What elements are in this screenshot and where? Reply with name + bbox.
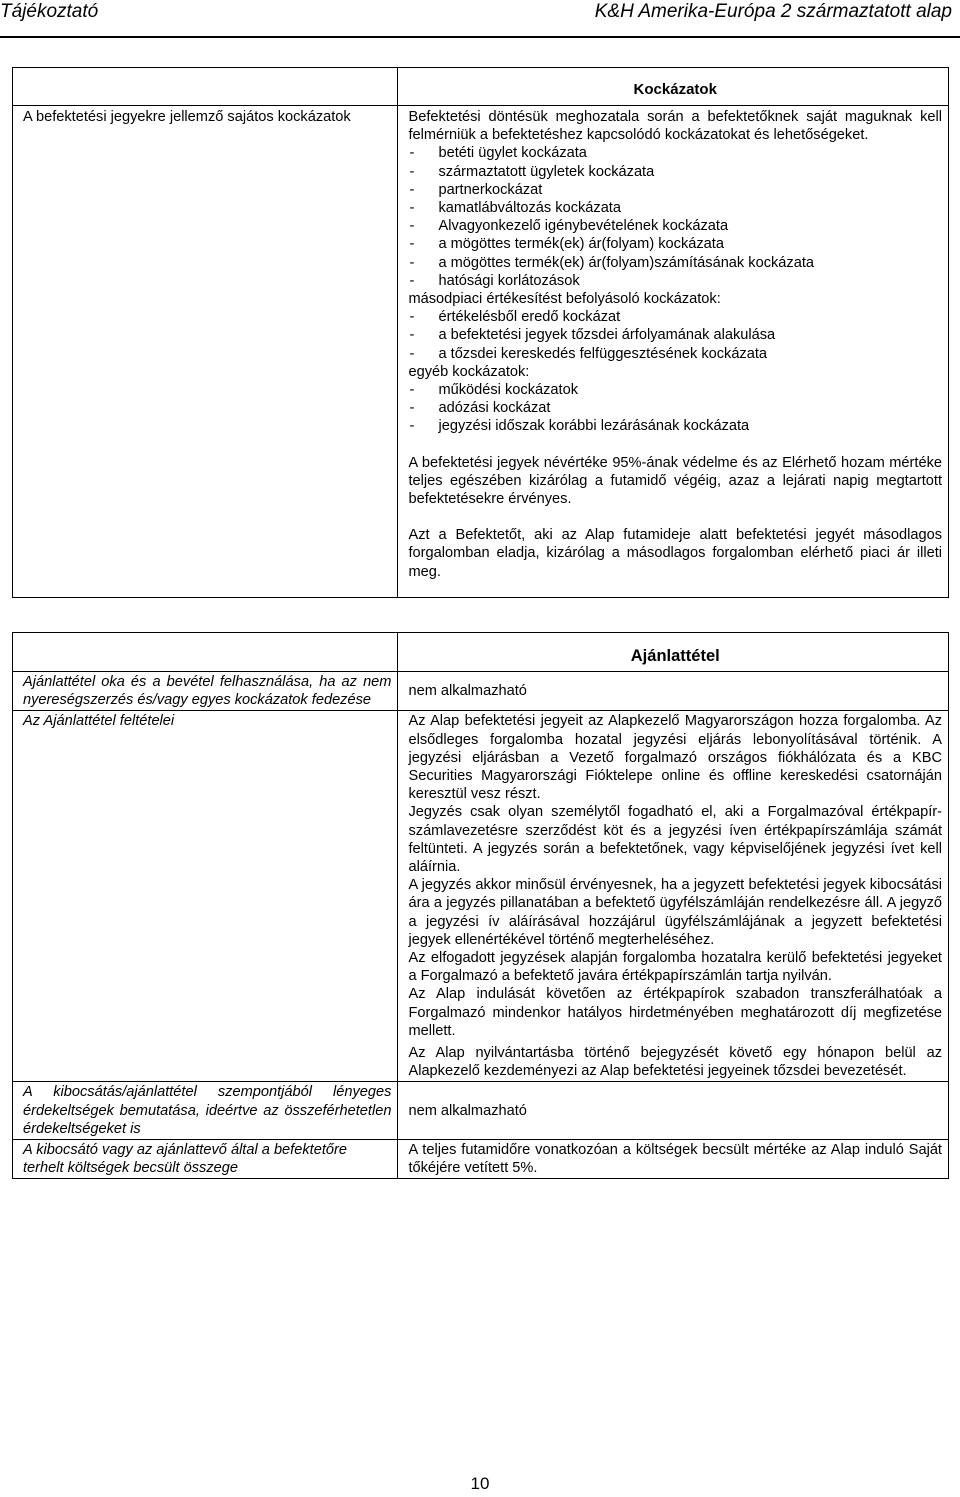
risks-heading: Kockázatok [398, 68, 949, 106]
list-item: - a befektetési jegyek tőzsdei árfolyamának alakulása [409, 327, 776, 344]
secondary-risks-heading: másodpiaci értékesítést befolyásoló kockázatok: [408, 291, 721, 308]
secondary-risks-list [408, 308, 942, 363]
list-item: - Alvagyonkezelő igénybevételének kockázata [409, 218, 729, 235]
offer-purpose-value: nem alkalmazható [398, 672, 949, 711]
offer-table [12, 632, 949, 1179]
offer-costs-label: A kibocsátó vagy az ajánlattevő által a befektetőre terhelt költségek becsült összege [13, 1140, 398, 1179]
other-risks-list [408, 381, 942, 436]
conditions-paragraph: Az elfogadott jegyzések alapján forgalomba hozatalra kerülő befektetési jegyeket a Forgalmazó a befektető javára értékpapírszámlán tartja nyilván. [408, 950, 942, 985]
list-item: - adózási kockázat [409, 400, 551, 417]
capital-protection-paragraph: A befektetési jegyek névértéke 95%-ának védelme és az Elérhető hozam mértéke teljes egészében kizárólag a futamidő végéig, azaz a lejárati napig megtartott befektetésekre érvényes. [408, 454, 942, 508]
conditions-paragraph: Jegyzés csak olyan személytől fogadható el, aki a Forgalmazóval értékpapír-számlavezetésre szerződést köt és a jegyzési íven értékpapírszámlája számát feltünteti. A jegyzés során a befektetőnek, vagy képviselőjének jegyzési ívet kell aláírnia. [408, 804, 942, 876]
list-item: - a mögöttes termék(ek) ár(folyam) kockázata [409, 236, 724, 253]
risks-heading-row [13, 68, 949, 106]
offer-heading-empty-cell [13, 633, 398, 672]
list-item: - a mögöttes termék(ek) ár(folyam)számításának kockázata [409, 254, 814, 271]
header-fund-name: K&H Amerika-Európa 2 származtatott alap [594, 1, 952, 22]
other-risks-heading: egyéb kockázatok: [408, 363, 530, 380]
conditions-paragraph: A jegyzés akkor minősül érvényesnek, ha a jegyzett befektetési jegyek kibocsátási ára a jegyzés pillanatában a befektető ügyfélszámláján rendelkezésre áll. A jegyző a jegyzési ív aláírásával hozzájárul ügyfélszámlájának a jegyzett befektetési jegyek ellenértékével történő megterheléséhez. [408, 877, 942, 948]
risks-label: A befektetési jegyekre jellemző sajátos kockázatok [13, 106, 398, 598]
page-header [0, 0, 960, 38]
list-item: - betéti ügylet kockázata [409, 145, 587, 162]
list-item: - származtatott ügyletek kockázata [409, 163, 655, 180]
list-item: - partnerkockázat [409, 181, 543, 198]
header-doc-type: Tájékoztató [0, 1, 99, 22]
page-number: 10 [470, 1474, 490, 1493]
conditions-paragraph: Az Alap befektetési jegyeit az Alapkezelő Magyarországon hozza forgalomba. Az elsődleges forgalomba hozatal jegyzési eljárás lebonyolításával történik. A jegyzési eljárásban a Vezető forgalmazó országos fiókhálózata és a KBC Securities Magyarországi Fióktelepe online és offline kereskedési csatornáján keresztül vesz részt. [408, 713, 942, 803]
secondary-market-paragraph: Azt a Befektetőt, aki az Alap futamideje alatt befektetési jegyét másodlagos forgalomban eladja, kizárólag a másodlagos forgalomban elérhető piaci ár illeti meg. [408, 527, 942, 580]
offer-row-costs [13, 1140, 949, 1179]
offer-purpose-label: Ajánlattétel oka és a bevétel felhasználása, ha az nem nyereségszerzés és/vagy egyes kockázatok fedezése [13, 672, 398, 711]
list-item: - kamatlábváltozás kockázata [409, 200, 621, 217]
risks-content-row [13, 106, 949, 598]
risks-content [398, 106, 949, 598]
offer-row-purpose [13, 672, 949, 711]
list-item: - működési kockázatok [409, 382, 578, 399]
risks-table [12, 67, 949, 598]
conditions-paragraph: Az Alap nyilvántartásba történő bejegyzését követő egy hónapon belül az Alapkezelő kezdeményezi az Alap befektetési jegyeinek tőzsdei bevezetését. [408, 1045, 942, 1080]
offer-row-conditions [13, 711, 949, 1082]
offer-interests-value: nem alkalmazható [398, 1082, 949, 1140]
offer-heading-row [13, 633, 949, 672]
risks-intro: Befektetési döntésük meghozatala során a befektetőknek saját maguknak kell felmérniük a befektetéshez kapcsolódó kockázatokat és lehetőségeket. [408, 109, 942, 144]
list-item: - értékelésből eredő kockázat [409, 309, 621, 326]
list-item: - a tőzsdei kereskedés felfüggesztésének kockázata [409, 345, 768, 362]
list-item: - jegyzési időszak korábbi lezárásának kockázata [409, 418, 750, 435]
list-item: - hatósági korlátozások [409, 272, 580, 289]
offer-conditions-label: Az Ajánlattétel feltételei [13, 711, 398, 1082]
offer-row-interests [13, 1082, 949, 1140]
risks-list [408, 144, 942, 290]
offer-interests-label: A kibocsátás/ajánlattétel szempontjából lényeges érdekeltségek bemutatása, ideértve az összeférhetetlen érdekeltségeket is [13, 1082, 398, 1140]
risks-heading-empty-cell [13, 68, 398, 106]
offer-conditions-value [398, 711, 949, 1082]
offer-heading: Ajánlattétel [398, 633, 949, 672]
conditions-paragraph: Az Alap indulását követően az értékpapírok szabadon transzferálhatóak a Forgalmazó mindenkor hatályos hirdetményében meghatározott díj megfizetése mellett. [408, 986, 942, 1039]
offer-costs-value: A teljes futamidőre vonatkozóan a költségek becsült mértéke az Alap induló Saját tőkéjére vetített 5%. [398, 1140, 949, 1179]
